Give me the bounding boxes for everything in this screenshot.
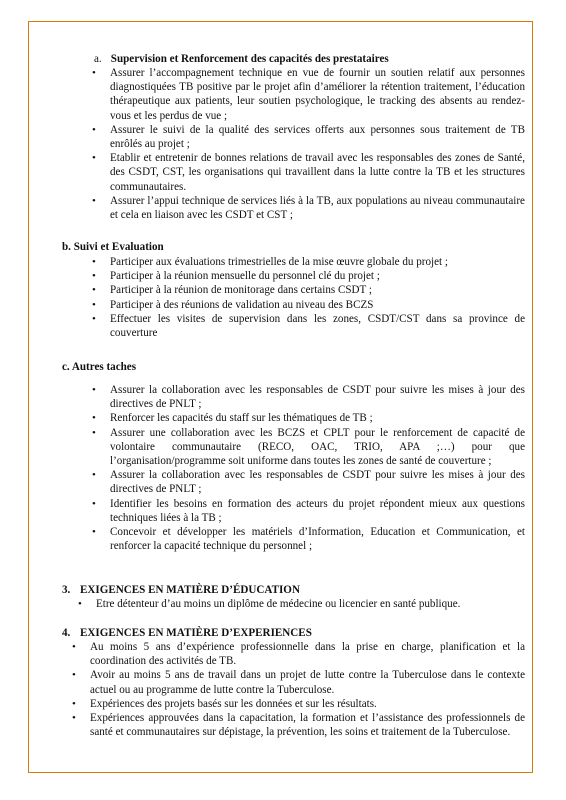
section-a-marker: a. [94, 53, 102, 65]
section-4-title: EXIGENCES EN MATIÈRE D’EXPERIENCES [80, 627, 312, 639]
section-a-heading [94, 52, 389, 66]
section-c-list [90, 383, 525, 553]
section-3-number: 3. [62, 584, 71, 596]
list-item: • Au moins 5 ans d’expérience professionnelle dans la prise en charge, planification et la coordination des activités de TB. [70, 640, 525, 668]
section-c-heading: c. Autres taches [62, 361, 137, 373]
list-item: • Participer à la réunion de monitorage dans certains CSDT ; [90, 283, 525, 297]
section-4-heading [62, 626, 312, 640]
list-item: • Assurer une collaboration avec les BCZS et CPLT pour le renforcement de capacité de volontaire communautaire (RECO, OAC, TRIO, APA ;…) pour que l’organisation/programme soit uniforme dans toutes les zones de santé de couverture ; [90, 426, 525, 469]
list-item: • Participer aux évaluations trimestrielles de la mise œuvre globale du projet ; [90, 255, 525, 269]
list-item: • Assurer la collaboration avec les responsables de CSDT pour suivre les mises à jour des directives de PNLT ; [90, 468, 525, 496]
section-3-list [76, 597, 526, 611]
list-item: • Concevoir et développer les matériels d’Information, Education et Communication, et renforcer la capacité technique du personnel ; [90, 525, 525, 553]
list-item: • Etre détenteur d’au moins un diplôme de médecine ou licencier en santé publique. [76, 597, 526, 611]
list-item: • Assurer le suivi de la qualité des services offerts aux personnes sous traitement de TB enrôlés au projet ; [90, 123, 525, 151]
list-item: • Assurer la collaboration avec les responsables de CSDT pour suivre les mises à jour des directives de PNLT ; [90, 383, 525, 411]
list-item: • Participer à des réunions de validation au niveau des BCZS [90, 298, 525, 312]
list-item: • Participer à la réunion mensuelle du personnel clé du projet ; [90, 269, 525, 283]
section-3-title: EXIGENCES EN MATIÈRE D’ÉDUCATION [80, 584, 300, 596]
list-item: • Effectuer les visites de supervision dans les zones, CSDT/CST dans sa province de couverture [90, 312, 525, 340]
section-4-list [70, 640, 525, 739]
section-3-heading [62, 583, 300, 597]
section-a-title: Supervision et Renforcement des capacités des prestataires [110, 53, 389, 65]
list-item: • Etablir et entretenir de bonnes relations de travail avec les responsables des zones de Santé, des CSDT, CST, les organisations qui travaillent dans la lutte contre la TB et les structures communautaires. [90, 151, 525, 194]
list-item: • Expériences approuvées dans la capacitation, la formation et l’assistance des professionnels de santé et communautaires sur dépistage, la prévention, les soins et traitement de la Tuberculose. [70, 711, 525, 739]
list-item: • Assurer l’appui technique de services liés à la TB, aux populations au niveau communautaire et cela en liaison avec les CSDT et CST ; [90, 194, 525, 222]
list-item: • Renforcer les capacités du staff sur les thématiques de TB ; [90, 411, 525, 425]
list-item: • Avoir au moins 5 ans de travail dans un projet de lutte contre la Tuberculose dans le contexte actuel ou au programme de lutte contre la Tuberculose. [70, 668, 525, 696]
list-item: • Assurer l’accompagnement technique en vue de fournir un soutien relatif aux personnes diagnostiquées TB positive par le projet afin d’améliorer la rétention traitement, l’éducation thérapeutique aux patients, leur soutien psychologique, le tracking des absents au rendez-vous et les perdus de vue ; [90, 66, 525, 123]
list-item: • Identifier les besoins en formation des acteurs du projet répondent mieux aux questions techniques liées à la TB ; [90, 497, 525, 525]
list-item: • Expériences des projets basés sur les données et sur les résultats. [70, 697, 525, 711]
section-a-list [90, 66, 525, 222]
section-b-heading: b. Suivi et Evaluation [62, 241, 164, 253]
section-b-list [90, 255, 525, 340]
section-4-number: 4. [62, 627, 71, 639]
